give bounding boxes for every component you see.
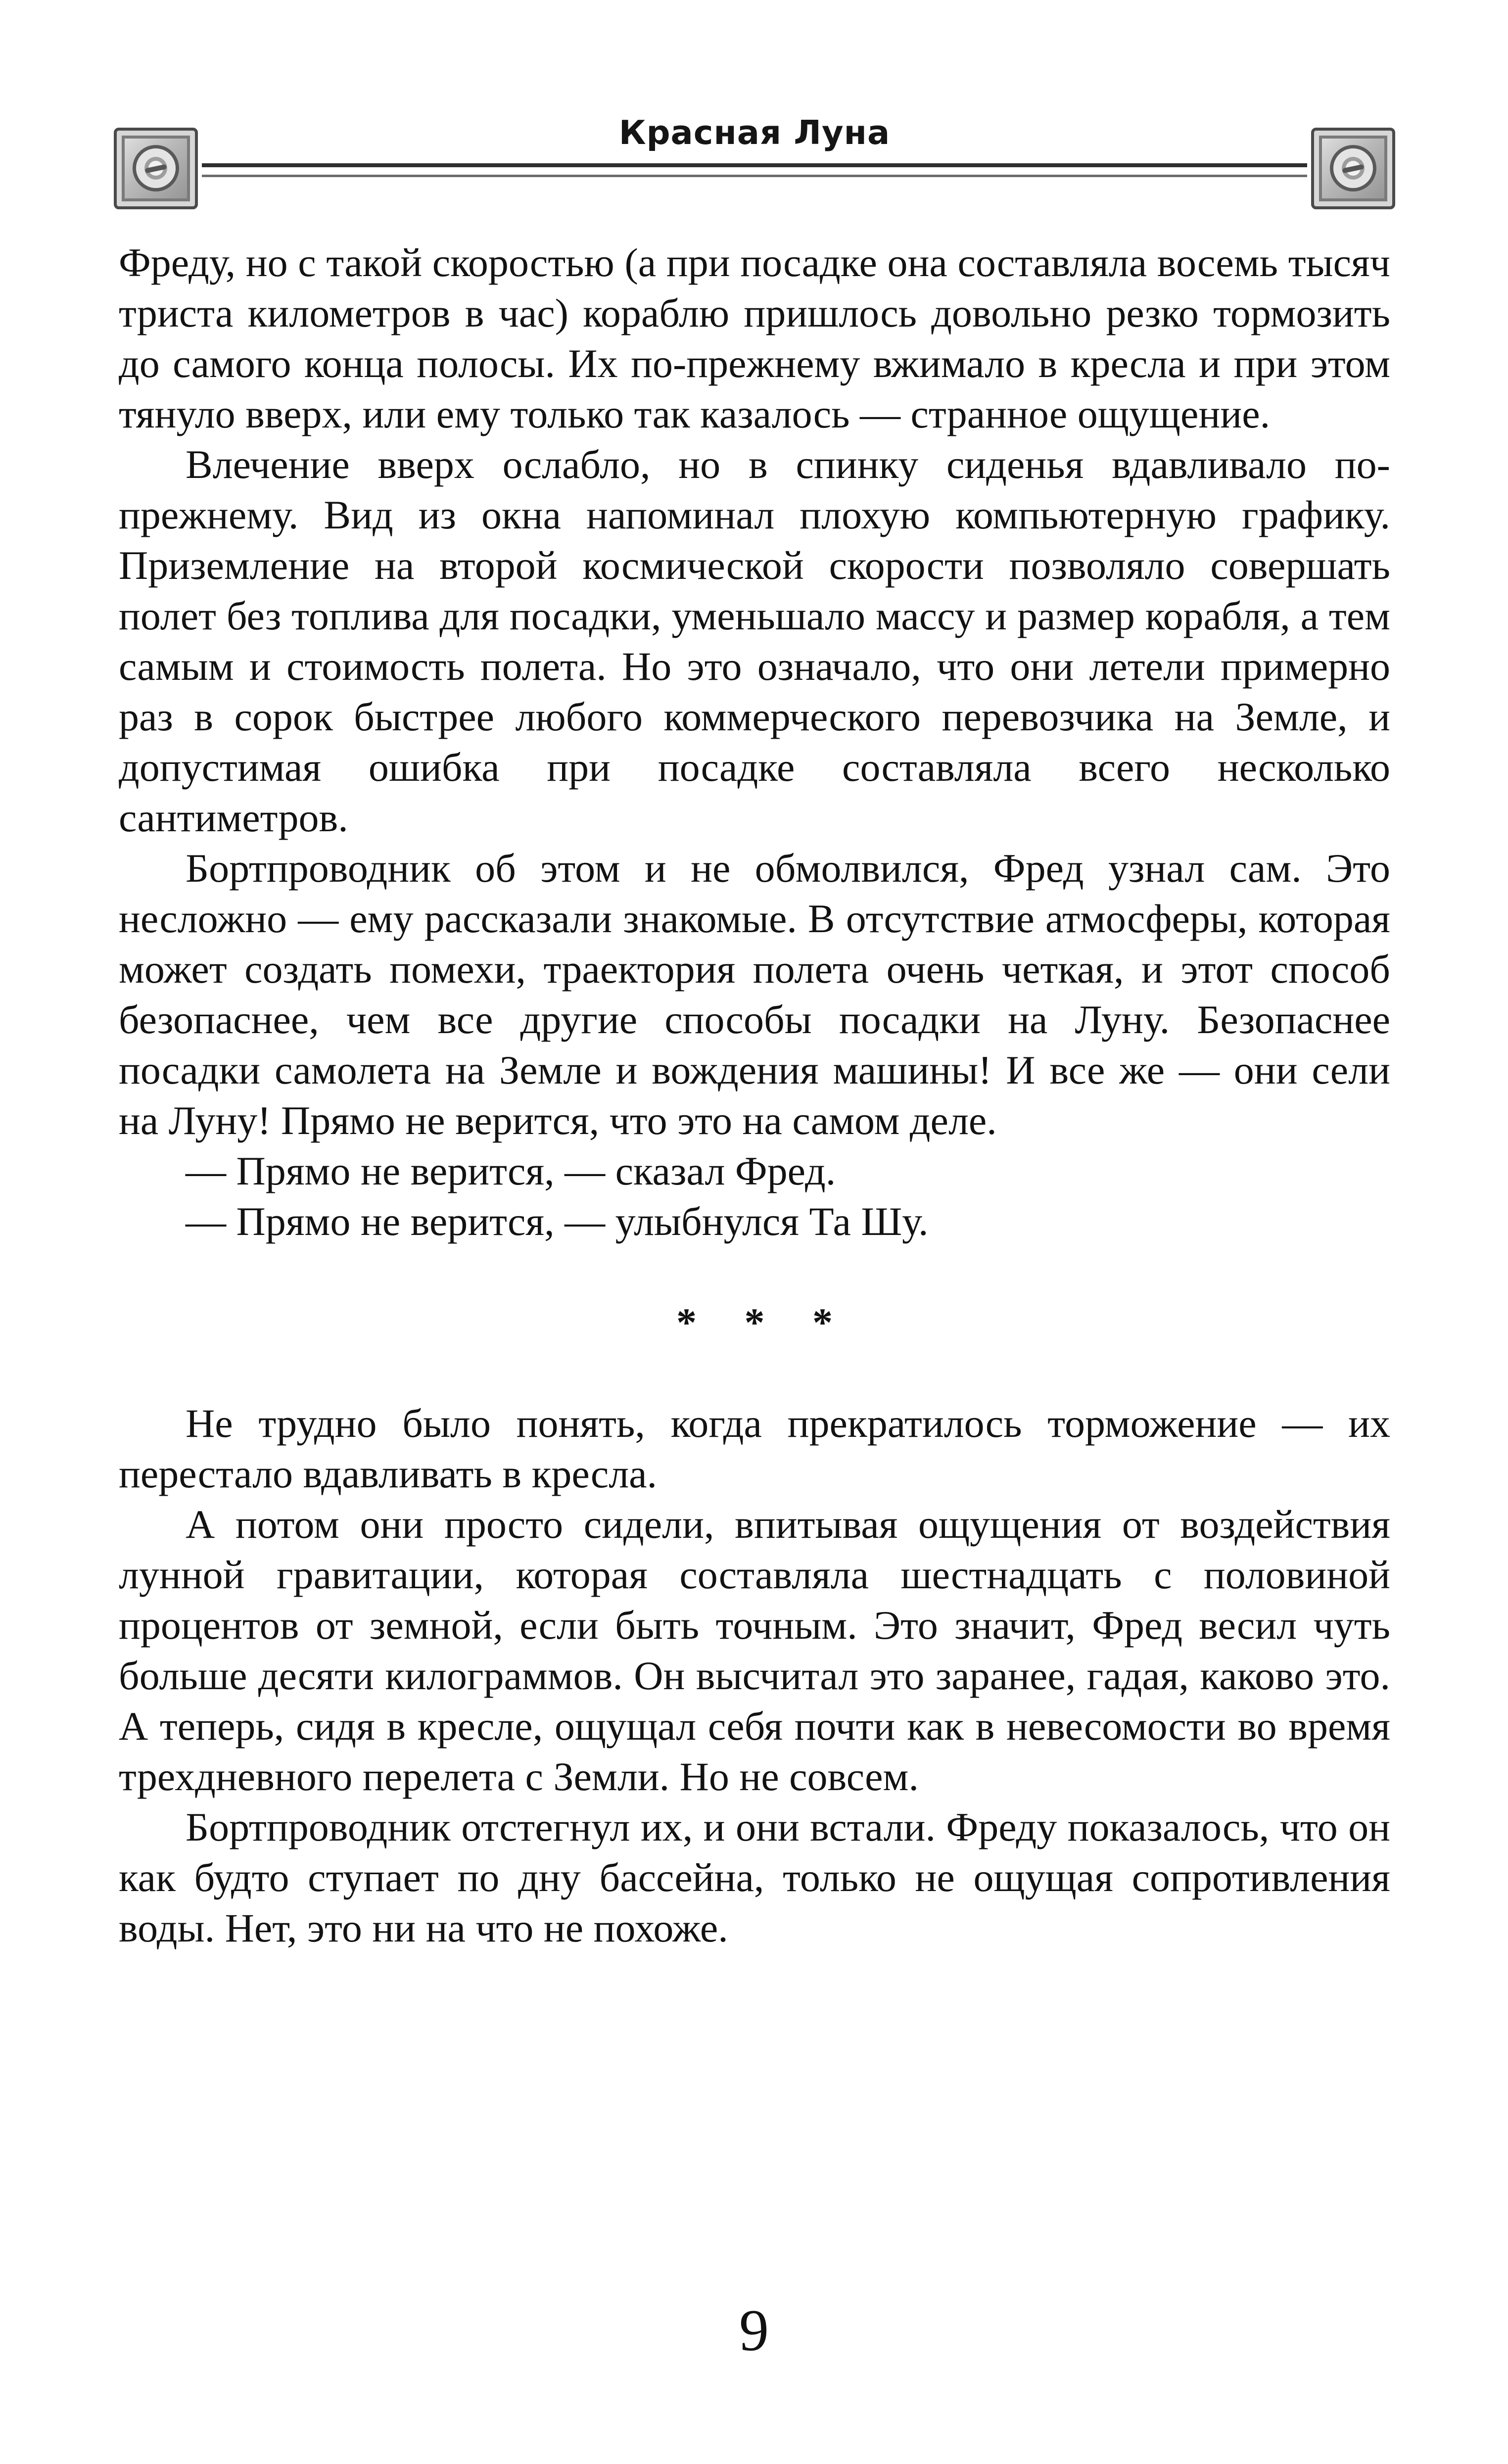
paragraph: Влечение вверх ослабло, но в спинку сиденья вдавливало по-прежнему. Вид из окна напоминал плохую компьютерную графику. Приземление на второй космической скорости позволяло совершать полет без топлива для посадки, уменьшало массу и размер корабля, а тем самым и стоимость полета. Но это означало, что они летели примерно раз в сорок быстрее любого коммерческого перевозчика на Земле, и допустимая ошибка при посадке составляла всего несколько сантиметров. (119, 442, 1390, 840)
seal-ring (1330, 145, 1376, 191)
running-header (114, 108, 1395, 217)
paragraph: Бортпроводник об этом и не обмолвился, Фред узнал сам. Это несложно — ему рассказали знакомые. В отсутствие атмосферы, которая может создать помехи, траектория полета очень четкая, и этот способ безопаснее, чем все другие способы посадки на Луну. Безопаснее посадки самолета на Земле и вождения машины! И все же — они сели на Луну! Прямо не верится, что это на самом деле. (119, 846, 1390, 1143)
header-rule-thin (202, 175, 1307, 177)
paragraph: А потом они просто сидели, впитывая ощущения от воздействия лунной гравитации, которая составляла шестнадцать с половиной процентов от земной, если быть точным. Это значит, Фред весил чуть больше десяти килограммов. Он высчитал это заранее, гадая, каково это. А теперь, сидя в кресле, ощущал себя почти как в невесомости во время трехдневного перелета с Земли. Но не совсем. (119, 1502, 1390, 1799)
paragraph: Не трудно было понять, когда прекратилось торможение — их перестало вдавливать в кресла. (119, 1401, 1390, 1496)
paragraph: Фреду, но с такой скоростью (а при посадке она составляла восемь тысяч триста километров в час) кораблю пришлось довольно резко тормозить до самого конца полосы. Их по-прежнему вжимало в кресла и при этом тянуло вверх, или ему только так казалось — странное ощущение. (119, 240, 1390, 436)
running-title: Красная Луна (618, 113, 891, 152)
dialogue-line: — Прямо не верится, — улыбнулся Та Шу. (186, 1199, 929, 1244)
page-number: 9 (739, 2297, 769, 2363)
decorative-seal-icon (1311, 128, 1395, 209)
paragraph: Бортпроводник отстегнул их, и они встали. Фреду показалось, что он как будто ступает по дну бассейна, только не ощущая сопротивления воды. Нет, это ни на что не похоже. (119, 1804, 1390, 1950)
header-rule (202, 163, 1307, 167)
page-body (119, 237, 1390, 1953)
dialogue-line: — Прямо не верится, — сказал Фред. (186, 1148, 836, 1193)
section-break: * * * (676, 1300, 851, 1345)
